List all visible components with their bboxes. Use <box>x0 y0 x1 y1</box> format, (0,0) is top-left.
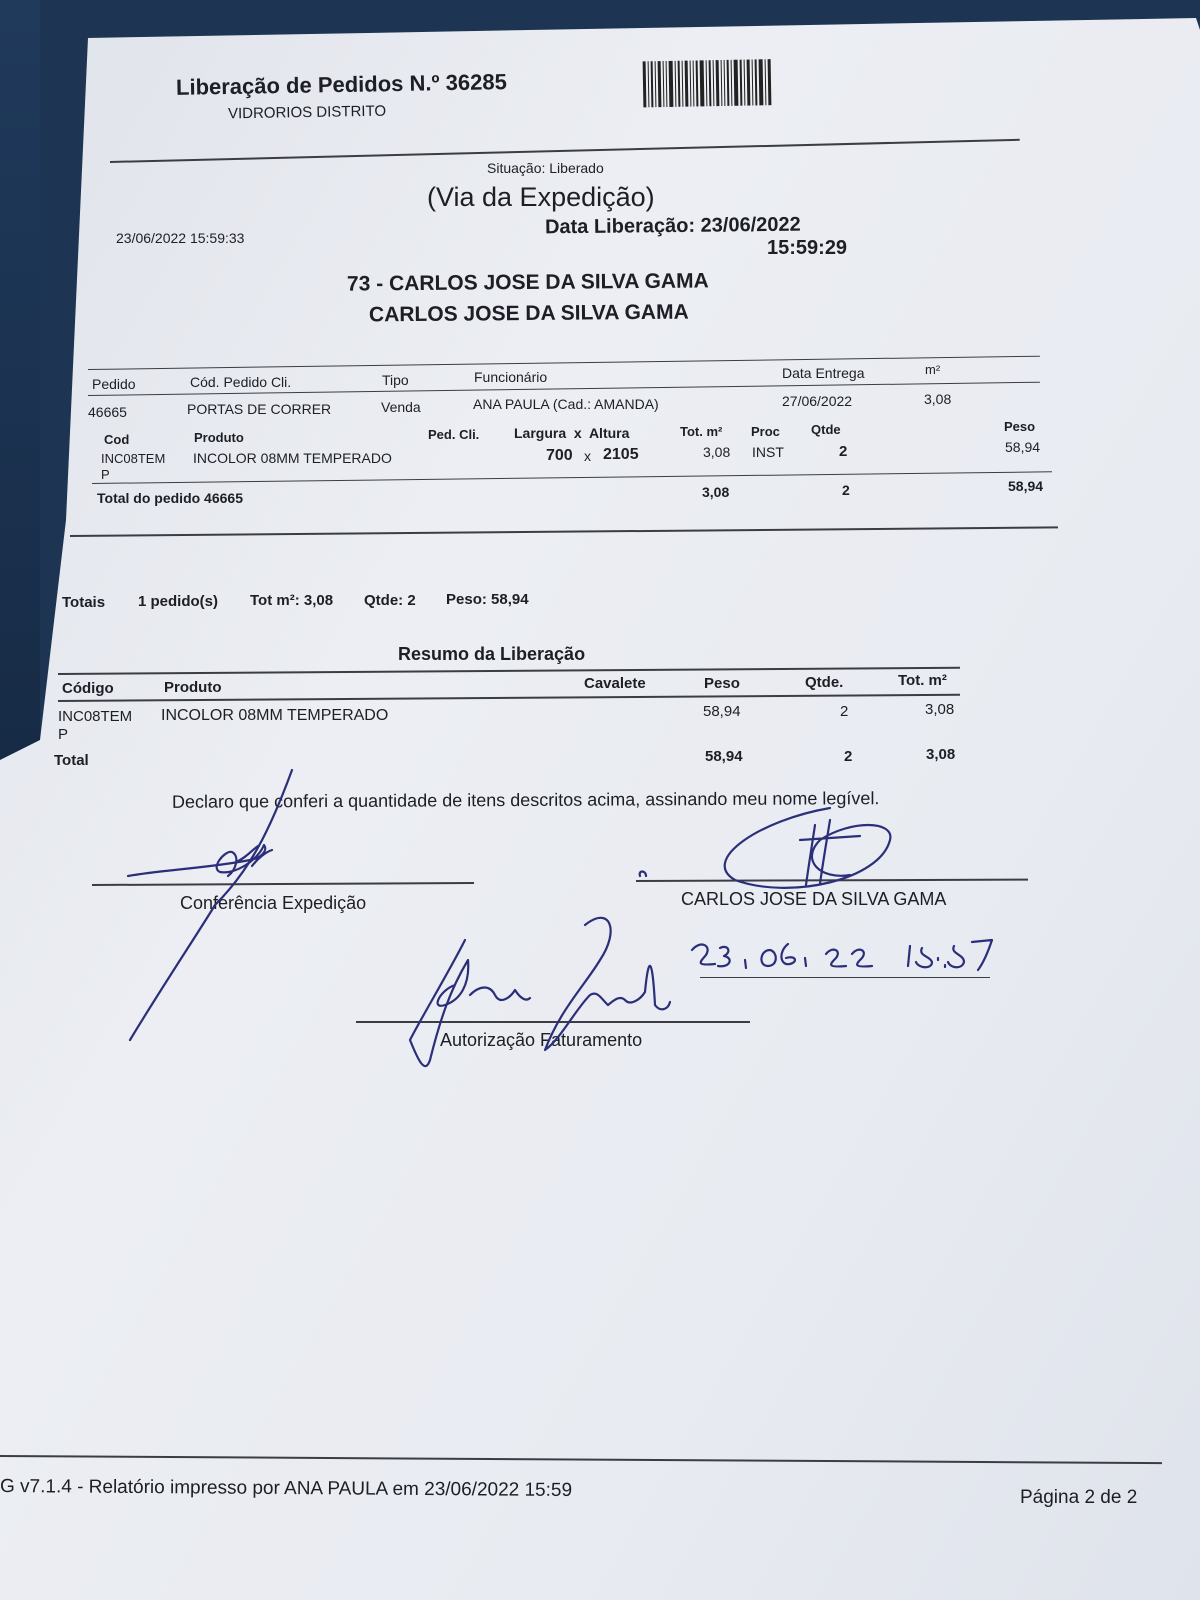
document-title: Liberação de Pedidos N.º 36285 <box>175 69 508 100</box>
handwritten-date-mark <box>692 940 992 970</box>
summary-qtde: 2 <box>840 703 849 720</box>
summary-codigo-line-2: P <box>58 726 69 743</box>
cell-funcionario: ANA PAULA (Cad.: AMANDA) <box>473 396 659 412</box>
cell-data-entrega: 27/06/2022 <box>782 393 853 409</box>
item-header-proc: Proc <box>751 424 780 439</box>
item-dimension-separator: x <box>584 448 591 464</box>
totals-label: Totais <box>62 594 106 611</box>
company-name: VIDRORIOS DISTRITO <box>227 102 387 123</box>
col-header-funcionario: Funcionário <box>474 369 548 385</box>
item-tot-m2: 3,08 <box>703 444 731 460</box>
order-total-tot-m2: 3,08 <box>702 484 730 500</box>
item-cod-line-2: P <box>101 467 110 482</box>
cell-m2: 3,08 <box>924 391 952 407</box>
release-time: 15:59:29 <box>767 237 848 259</box>
col-header-tipo: Tipo <box>382 372 409 388</box>
via-label: (Via da Expedição) <box>427 182 655 212</box>
summary-header-codigo: Código <box>62 680 114 697</box>
summary-title: Resumo da Liberação <box>398 644 586 664</box>
signature-cliente-mark <box>725 808 891 888</box>
summary-header-tot-m2: Tot. m² <box>898 672 947 689</box>
summary-header-qtde: Qtde. <box>805 674 844 691</box>
totals-peso: Peso: 58,94 <box>446 591 529 608</box>
col-header-m2: m² <box>925 362 941 377</box>
totals-pedidos: 1 pedido(s) <box>138 593 219 610</box>
summary-header-produto: Produto <box>164 679 222 696</box>
col-header-cod-pedido-cli: Cód. Pedido Cli. <box>190 374 292 390</box>
summary-codigo-line-1: INC08TEM <box>58 708 133 725</box>
summary-total-label: Total <box>54 752 89 769</box>
item-altura: 2105 <box>603 446 639 463</box>
order-total-qtde: 2 <box>842 482 850 498</box>
summary-tot-m2: 3,08 <box>925 701 955 718</box>
item-header-produto: Produto <box>194 430 244 445</box>
print-datetime: 23/06/2022 15:59:33 <box>116 230 245 246</box>
signature-label-autorizacao: Autorização Faturamento <box>440 1030 643 1050</box>
footer-printed-by: G v7.1.4 - Relatório impresso por ANA PAULA em 23/06/2022 15:59 <box>0 1476 573 1501</box>
release-date: Data Liberação: 23/06/2022 <box>544 213 801 239</box>
signature-label-cliente: CARLOS JOSE DA SILVA GAMA <box>681 889 947 909</box>
order-total-label: Total do pedido 46665 <box>97 490 243 506</box>
footer-page-number: Página 2 de 2 <box>1020 1487 1138 1508</box>
summary-header-peso: Peso <box>704 675 740 692</box>
item-largura: 700 <box>546 447 573 464</box>
totals-tot-m2: Tot m²: 3,08 <box>250 592 334 609</box>
item-header-peso: Peso <box>1004 419 1036 434</box>
col-header-data-entrega: Data Entrega <box>782 365 865 381</box>
item-header-largura-altura: Largura x Altura <box>514 425 630 441</box>
declaration-text: Declaro que conferi a quantidade de itens descritos acima, assinando meu nome legível. <box>171 788 880 812</box>
signature-autorizacao-mark <box>410 918 670 1066</box>
cell-cod-pedido-cli: PORTAS DE CORRER <box>187 401 332 417</box>
item-cod-line-1: INC08TEM <box>101 451 166 466</box>
cell-tipo: Venda <box>381 399 421 415</box>
signature-conferencia-mark <box>130 770 292 1040</box>
item-proc: INST <box>752 444 784 460</box>
item-header-ped-cli: Ped. Cli. <box>428 427 480 442</box>
summary-total-tot-m2: 3,08 <box>926 746 956 763</box>
summary-peso: 58,94 <box>703 703 741 720</box>
summary-produto: INCOLOR 08MM TEMPERADO <box>161 707 389 724</box>
client-line-2: CARLOS JOSE DA SILVA GAMA <box>368 300 689 327</box>
summary-total-peso: 58,94 <box>705 748 743 765</box>
signature-label-conferencia: Conferência Expedição <box>180 893 367 913</box>
item-header-cod: Cod <box>104 432 130 447</box>
totals-qtde: Qtde: 2 <box>364 592 416 609</box>
cell-pedido: 46665 <box>88 404 127 420</box>
summary-header-cavalete: Cavalete <box>584 675 646 692</box>
item-peso: 58,94 <box>1005 439 1041 455</box>
item-qtde: 2 <box>839 443 848 460</box>
status-line: Situação: Liberado <box>487 160 604 176</box>
col-header-pedido: Pedido <box>92 376 136 392</box>
summary-total-qtde: 2 <box>844 748 853 765</box>
client-line-1: 73 - CARLOS JOSE DA SILVA GAMA <box>346 269 709 296</box>
item-header-qtde: Qtde <box>811 422 841 437</box>
item-produto: INCOLOR 08MM TEMPERADO <box>193 450 392 466</box>
order-total-peso: 58,94 <box>1008 478 1044 494</box>
item-header-tot-m2: Tot. m² <box>680 424 723 439</box>
